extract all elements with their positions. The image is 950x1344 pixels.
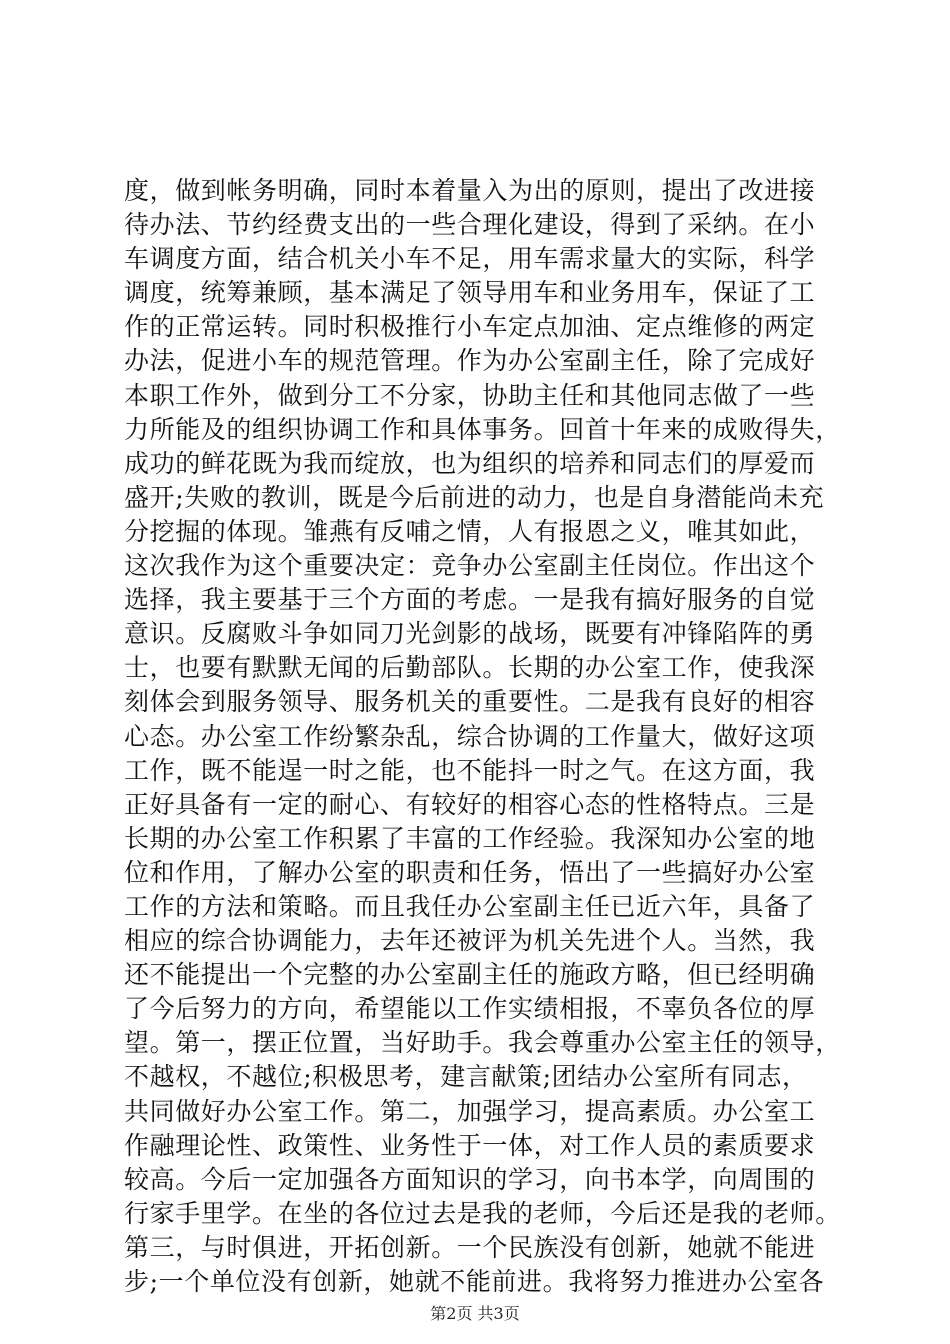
text-line: 办法，促进小车的规范管理。作为办公室副主任，除了完成好 bbox=[124, 346, 816, 376]
text-line: 了今后努力的方向，希望能以工作实绩相报，不辜负各位的厚 bbox=[124, 994, 816, 1024]
text-line: 调度，统筹兼顾，基本满足了领导用车和业务用车，保证了工 bbox=[124, 278, 816, 308]
text-line: 第三，与时俱进，开拓创新。一个民族没有创新，她就不能进 bbox=[124, 1232, 816, 1262]
text-line: 较高。今后一定加强各方面知识的学习，向书本学，向周围的 bbox=[124, 1164, 816, 1194]
text-line: 工作，既不能逞一时之能，也不能抖一时之气。在这方面，我 bbox=[124, 755, 816, 785]
text-line: 选择，我主要基于三个方面的考虑。一是我有搞好服务的自觉 bbox=[124, 585, 816, 615]
page-footer: 第2页 共3页 bbox=[430, 1304, 520, 1323]
text-line: 力所能及的组织协调工作和具体事务。回首十年来的成败得失， bbox=[124, 414, 841, 444]
text-line: 作融理论性、政策性、业务性于一体，对工作人员的素质要求 bbox=[124, 1130, 816, 1160]
text-line: 工作的方法和策略。而且我任办公室副主任已近六年，具备了 bbox=[124, 891, 816, 921]
text-line: 望。第一，摆正位置，当好助手。我会尊重办公室主任的领导， bbox=[124, 1028, 841, 1058]
text-line: 盛开;失败的教训，既是今后前进的动力，也是自身潜能尚未充 bbox=[124, 482, 825, 512]
text-line: 车调度方面，结合机关小车不足，用车需求量大的实际，科学 bbox=[124, 244, 816, 274]
text-line: 作的正常运转。同时积极推行小车定点加油、定点维修的两定 bbox=[124, 312, 816, 342]
text-line: 步;一个单位没有创新，她就不能前进。我将努力推进办公室各 bbox=[124, 1267, 825, 1296]
text-line: 正好具备有一定的耐心、有较好的相容心态的性格特点。三是 bbox=[124, 789, 816, 819]
text-line: 长期的办公室工作积累了丰富的工作经验。我深知办公室的地 bbox=[124, 823, 816, 853]
text-line: 心态。办公室工作纷繁杂乱，综合协调的工作量大，做好这项 bbox=[124, 721, 816, 751]
text-line: 这次我作为这个重要决定：竞争办公室副主任岗位。作出这个 bbox=[124, 551, 816, 581]
text-line: 共同做好办公室工作。第二，加强学习，提高素质。办公室工 bbox=[124, 1096, 816, 1126]
text-line: 待办法、节约经费支出的一些合理化建设，得到了采纳。在小 bbox=[124, 210, 816, 240]
body-text bbox=[124, 174, 844, 1299]
text-line: 相应的综合协调能力，去年还被评为机关先进个人。当然，我 bbox=[124, 926, 816, 956]
text-line: 不越权，不越位;积极思考，建言献策;团结办公室所有同志， bbox=[124, 1062, 808, 1092]
text-line: 本职工作外，做到分工不分家，协助主任和其他同志做了一些 bbox=[124, 380, 816, 410]
text-line: 还不能提出一个完整的办公室副主任的施政方略，但已经明确 bbox=[124, 960, 816, 990]
text-line: 士，也要有默默无闻的后勤部队。长期的办公室工作，使我深 bbox=[124, 653, 816, 683]
text-line: 成功的鲜花既为我而绽放，也为组织的培养和同志们的厚爱而 bbox=[124, 448, 816, 478]
text-line: 分挖掘的体现。雏燕有反哺之情，人有报恩之义，唯其如此， bbox=[124, 516, 816, 546]
text-line: 刻体会到服务领导、服务机关的重要性。二是我有良好的相容 bbox=[124, 687, 816, 717]
text-line: 位和作用，了解办公室的职责和任务，悟出了一些搞好办公室 bbox=[124, 857, 816, 887]
text-line: 行家手里学。在坐的各位过去是我的老师，今后还是我的老师。 bbox=[124, 1198, 841, 1228]
text-line: 度，做到帐务明确，同时本着量入为出的原则，提出了改进接 bbox=[124, 176, 816, 205]
text-line: 意识。反腐败斗争如同刀光剑影的战场，既要有冲锋陷阵的勇 bbox=[124, 619, 816, 649]
